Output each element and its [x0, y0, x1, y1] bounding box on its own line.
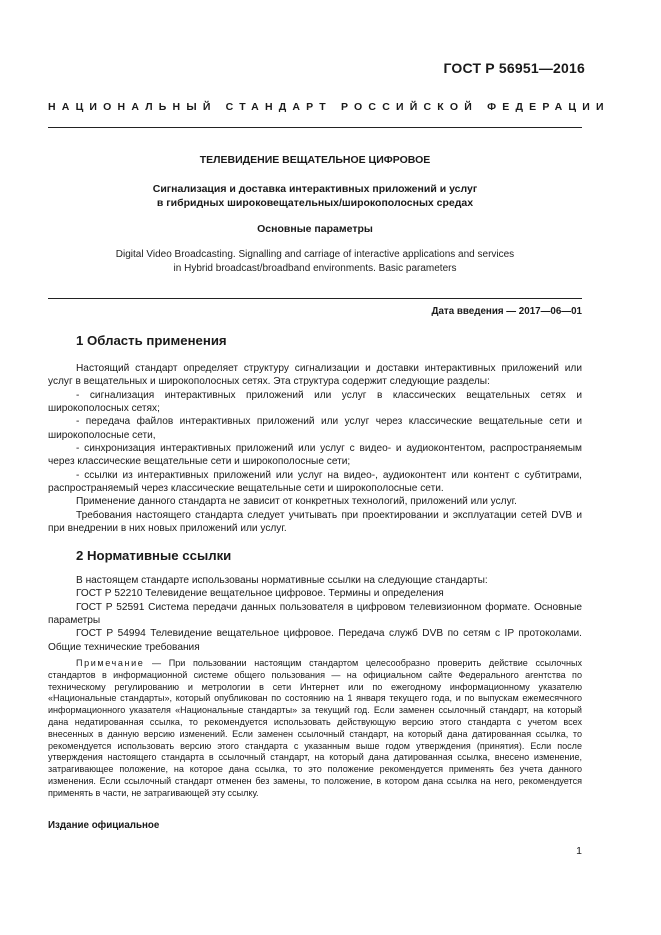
section-1-list-item: - ссылки из интерактивных приложений или услуг на видео-, аудиоконтент или контент с субтитрами, распространяемый через классические вещательные сети и широкополосные сети. — [48, 469, 582, 495]
normative-reference: ГОСТ Р 52210 Телевидение вещательное цифровое. Термины и определения — [76, 588, 444, 600]
section-1-paragraph: Настоящий стандарт определяет структуру сигнализации и доставки интерактивных приложений или услуг в вещательных и широкополосных сетях. Эта структура содержит следующие разделы: — [48, 363, 582, 388]
official-edition-label: Издание официальное — [48, 820, 160, 831]
section-2-body — [48, 574, 582, 654]
header-divider — [48, 127, 582, 128]
english-title — [48, 248, 582, 276]
section-1-paragraph: Применение данного стандарта не зависит от конкретных технологий, приложений или услуг. — [76, 496, 517, 508]
basic-parameters-title: Основные параметры — [257, 223, 373, 235]
section-2-note — [48, 658, 582, 800]
section-1-paragraph: Требования настоящего стандарта следует учитывать при проектировании и эксплуатации сетей DVB и при внедрении в них новых приложений или услуг. — [48, 509, 582, 535]
page-number: 1 — [576, 845, 582, 857]
document-subtitle — [48, 182, 582, 210]
note-text: — При пользовании настоящим стандартом целесообразно проверить действие ссылочных стандартов в информационной системе общего пользования — на официальном сайте Федерального агентства по техническому регулированию и метрологии в сети Интернет или по ежегодному информационному указателю «Национальные стандарты», который опубликован по состоянию на 1 января текущего года, и по выпускам ежемесячного информационного указателя «Национальные стандарты» за текущий год. Если заменен ссылочный стандарт, на который дана недатированная ссылка, то рекомендуется использовать действующую версию этого стандарта с учетом всех внесенных в данную версию изменений. Если заменен ссылочный стандарт, на который дана датированная ссылка, то рекомендуется использовать версию этого стандарта с указанным выше годом утверждения (принятия). Если после утверждения настоящего стандарта в ссылочный стандарт, на который дана датированная ссылка, внесено изменение, затрагивающее положение, на которое дана ссылка, то это положение рекомендуется применять без учета данного изменения. Если ссылочный стандарт отменен без замены, то положение, в котором дана ссылка на него, рекомендуется применять в части, не затрагивающей эту ссылку. — [48, 658, 582, 798]
document-main-title: ТЕЛЕВИДЕНИЕ ВЕЩАТЕЛЬНОЕ ЦИФРОВОЕ — [199, 154, 431, 166]
section-1-list-item: - сигнализация интерактивных приложений или услуг в классических вещательных сетях и широкополосных сетях; — [48, 389, 582, 415]
section-1-body — [48, 362, 582, 535]
note-label: Примечание — [76, 658, 145, 668]
national-standard-title: НАЦИОНАЛЬНЫЙ СТАНДАРТ РОССИЙСКОЙ ФЕДЕРАЦИИ — [48, 101, 610, 113]
normative-reference: ГОСТ Р 52591 Система передачи данных пользователя в цифровом телевизионном формате. Основные параметры — [48, 601, 582, 627]
section-1-list-item: - синхронизация интерактивных приложений или услуг с видео- и аудиоконтентом, распространяемым через классические вещательные сети и широкополосные сети; — [48, 443, 582, 468]
introduction-date: Дата введения — 2017—06—01 — [431, 306, 582, 317]
english-title-line-2: in Hybrid broadcast/broadband environments. Basic parameters — [173, 263, 457, 274]
subtitle-line-2: в гибридных широковещательных/широкополосных средах — [156, 197, 474, 209]
title-divider — [48, 298, 582, 299]
section-2-heading: 2 Нормативные ссылки — [76, 548, 232, 563]
section-2-paragraph: В настоящем стандарте использованы нормативные ссылки на следующие стандарты: — [76, 575, 488, 586]
subtitle-line-1: Сигнализация и доставка интерактивных приложений и услуг — [152, 183, 478, 195]
english-title-line-1: Digital Video Broadcasting. Signalling and carriage of interactive applications and services — [115, 249, 515, 260]
section-1-heading: 1 Область применения — [76, 333, 227, 348]
section-1-list-item: - передача файлов интерактивных приложений или услуг через классические вещательные сети и широкополосные сети, — [48, 416, 582, 441]
standard-number: ГОСТ Р 56951—2016 — [443, 60, 585, 76]
normative-reference: ГОСТ Р 54994 Телевидение вещательное цифровое. Передача служб DVB по сетям с IP протоколами. Общие технические требования — [48, 628, 582, 653]
